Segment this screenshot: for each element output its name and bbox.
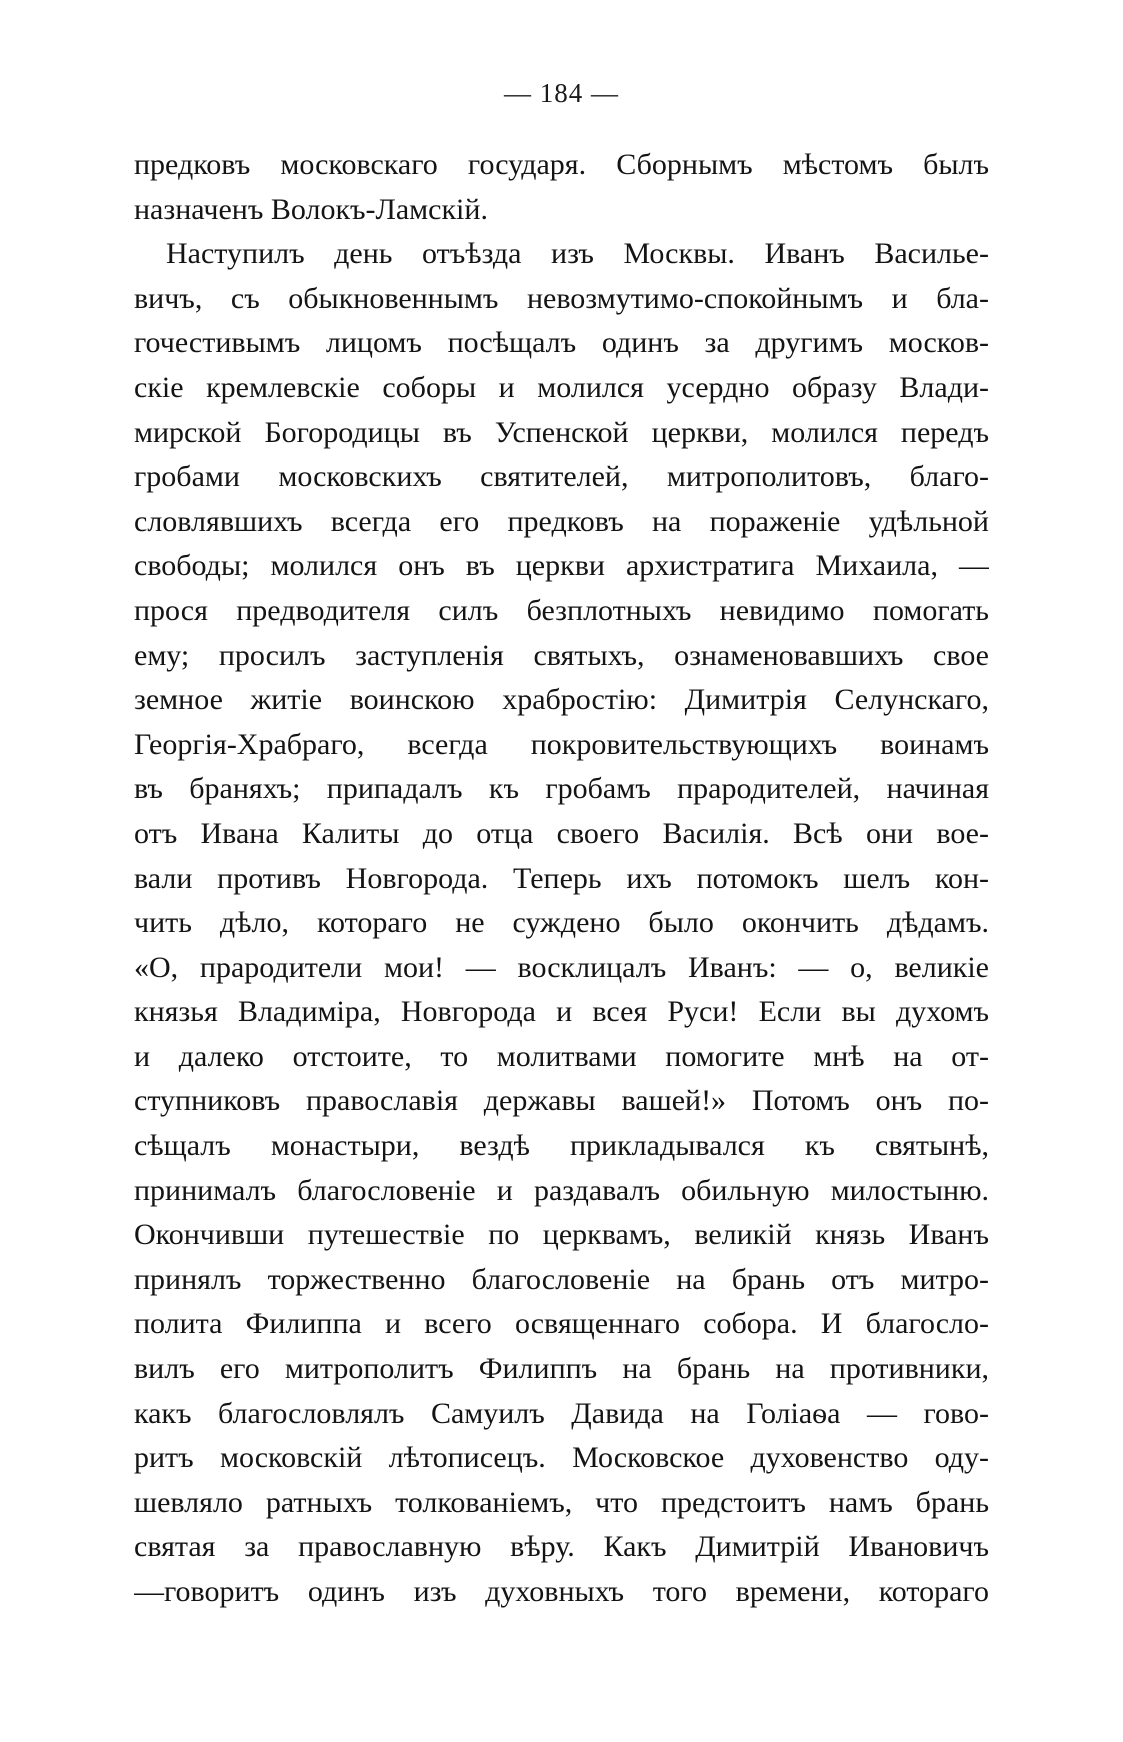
text-line: принялъ торжественно благословеніе на брань отъ митро- — [134, 1262, 989, 1296]
text-line: и далеко отстоите, то молитвами помогите мнѣ на от- — [134, 1039, 989, 1073]
text-line: вилъ его митрополитъ Филиппъ на брань на противники, — [134, 1352, 989, 1386]
text-line: Георгія-Храбраго, всегда покровительствующихъ воинамъ — [134, 727, 989, 761]
text-line: предковъ московскаго государя. Сборнымъ мѣстомъ былъ — [134, 148, 989, 181]
text-line: отъ Ивана Калиты до отца своего Василія. Всѣ они вое- — [134, 816, 989, 850]
text-line: «О, прародители мои! — восклицалъ Иванъ: — о, великіе — [134, 950, 989, 984]
text-line: какъ благословлялъ Самуилъ Давида на Голіаѳа — гово- — [134, 1396, 989, 1430]
text-line: —говоритъ одинъ изъ духовныхъ того времени, котораго — [134, 1575, 989, 1608]
text-line: вичъ, съ обыкновеннымъ невозмутимо-спокойнымъ и бла- — [134, 281, 989, 315]
text-line: свободы; молился онъ въ церкви архистратига Михаила, — — [134, 549, 989, 583]
text-line: словлявшихъ всегда его предковъ на пораженіе удѣльной — [134, 504, 989, 538]
text-line: въ браняхъ; припадалъ къ гробамъ прародителей, начиная — [134, 772, 989, 806]
text-line: шевляло ратныхъ толкованіемъ, что предстоитъ намъ брань — [134, 1485, 989, 1519]
text-line: ему; просилъ заступленія святыхъ, ознаменовавшихъ свое — [134, 638, 989, 672]
text-line: вали противъ Новгорода. Теперь ихъ потомокъ шелъ кон- — [134, 861, 989, 895]
text-line: назначенъ Волокъ-Ламскій. — [134, 192, 488, 226]
text-line: Окончивши путешествіе по церквамъ, великій князь Иванъ — [134, 1218, 989, 1252]
text-line: князья Владиміра, Новгорода и всея Руси! Если вы духомъ — [134, 995, 989, 1029]
text-line: Наступилъ день отъѣзда изъ Москвы. Иванъ Василье- — [166, 237, 989, 271]
text-line: ритъ московскій лѣтописецъ. Московское духовенство оду- — [134, 1441, 989, 1475]
text-line: чить дѣло, котораго не суждено было окончить дѣдамъ. — [134, 906, 989, 940]
text-line: гробами московскихъ святителей, митрополитовъ, благо- — [134, 460, 989, 494]
page-number: — 184 — — [504, 78, 619, 108]
text-line: прося предводителя силъ безплотныхъ невидимо помогать — [134, 593, 989, 627]
text-line: земное житіе воинскою храбростію: Димитрія Селунскаго, — [134, 683, 989, 717]
text-line: полита Филиппа и всего освященнаго собора. И благосло- — [134, 1307, 989, 1341]
text-line: принималъ благословеніе и раздавалъ обильную милостыню. — [134, 1173, 989, 1207]
text-line: гочестивымъ лицомъ посѣщалъ одинъ за другимъ москов- — [134, 326, 989, 360]
text-line: святая за православную вѣру. Какъ Димитрій Ивановичъ — [134, 1530, 989, 1564]
text-line: ступниковъ православія державы вашей!» Потомъ онъ по- — [134, 1084, 989, 1118]
text-line: скіе кремлевскіе соборы и молился усердно образу Влади- — [134, 370, 989, 404]
text-line: сѣщалъ монастыри, вездѣ прикладывался къ святынѣ, — [134, 1129, 989, 1163]
text-line: мирской Богородицы въ Успенской церкви, молился передъ — [134, 415, 989, 449]
body-text — [134, 143, 989, 1615]
